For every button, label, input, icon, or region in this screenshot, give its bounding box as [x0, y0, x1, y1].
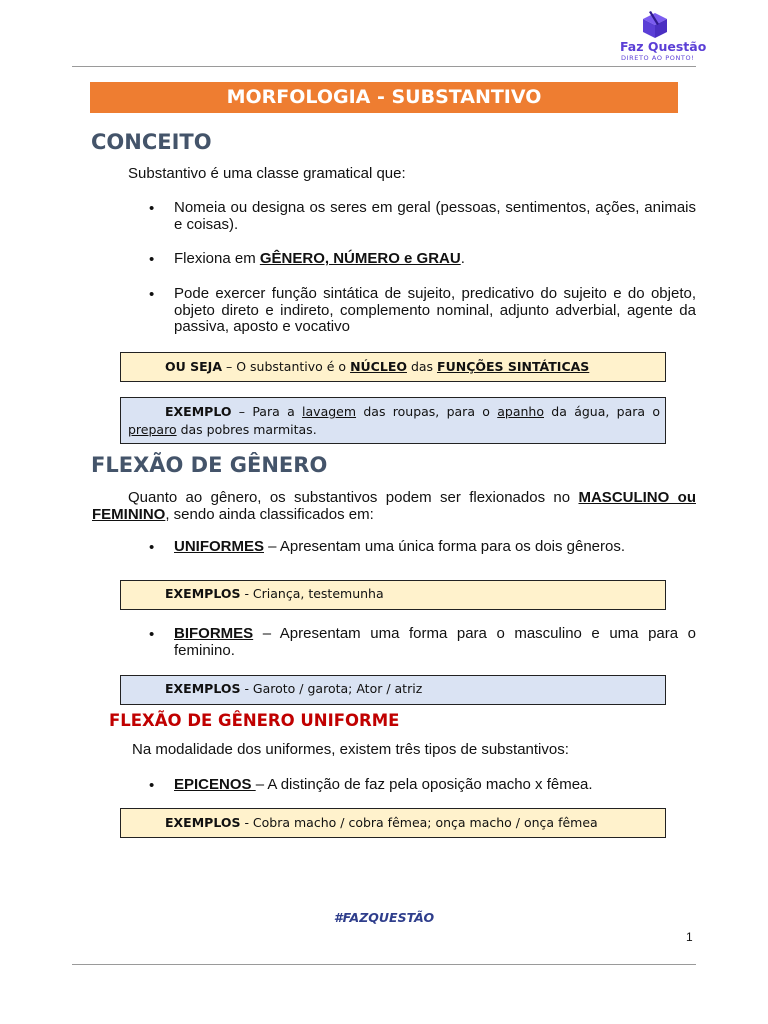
bullet-dot: • — [149, 251, 155, 268]
bullet-dot: • — [149, 626, 155, 643]
footer-hashtag: #FAZQUESTÃO — [333, 910, 435, 925]
ou-seja-box: OU SEJA – O substantivo é o NÚCLEO das FUNÇÕES SINTÁTICAS — [120, 352, 666, 382]
epicenos-examples-box: EXEMPLOS - Cobra macho / cobra fêmea; onça macho / onça fêmea — [120, 808, 666, 838]
heading-genero-uniforme: FLEXÃO DE GÊNERO UNIFORME — [109, 711, 400, 730]
bullet-dot: • — [149, 539, 155, 556]
footer-divider — [72, 964, 696, 965]
conceito-intro: Substantivo é uma classe gramatical que: — [128, 165, 406, 182]
book-pen-icon — [640, 10, 670, 40]
conceito-bullet-3: Pode exercer função sintática de sujeito, predicativo do sujeito e do objeto, objeto direto e indireto, complemento nominal, adjunto adverbial, agente da passiva, aposto e vocativo — [174, 285, 696, 335]
conceito-bullet-2: Flexiona em GÊNERO, NÚMERO e GRAU. — [174, 250, 465, 267]
bullet-dot: • — [149, 286, 155, 303]
header-divider — [72, 66, 696, 67]
faz-questao-logo — [618, 8, 707, 62]
logo-name: Faz Questão — [620, 39, 707, 54]
genero-intro: Quanto ao gênero, os substantivos podem ser flexionados no MASCULINO ou FEMININO, sendo ainda classificados em: — [92, 489, 696, 523]
conceito-bullet-1: Nomeia ou designa os seres em geral (pessoas, sentimentos, ações, animais e coisas). — [174, 199, 696, 233]
biformes-examples-box: EXEMPLOS - Garoto / garota; Ator / atriz — [120, 675, 666, 705]
epicenos-item: EPICENOS – A distinção de faz pela oposição macho x fêmea. — [174, 776, 593, 793]
bullet-dot: • — [149, 777, 155, 794]
heading-conceito: CONCEITO — [91, 130, 212, 154]
exemplo-box: EXEMPLO – Para a lavagem das roupas, para o apanho da água, para o preparo das pobres marmitas. — [120, 397, 666, 444]
page-title: MORFOLOGIA - SUBSTANTIVO — [90, 82, 678, 113]
biformes-item: BIFORMES – Apresentam uma forma para o masculino e uma para o feminino. — [174, 625, 696, 659]
logo-tagline: DIRETO AO PONTO! — [621, 54, 695, 62]
heading-flexao-genero: FLEXÃO DE GÊNERO — [91, 453, 328, 477]
uniformes-examples-box: EXEMPLOS - Criança, testemunha — [120, 580, 666, 610]
uniforme-intro: Na modalidade dos uniformes, existem três tipos de substantivos: — [132, 741, 569, 758]
bullet-dot: • — [149, 200, 155, 217]
page-number: 1 — [686, 930, 693, 944]
uniformes-item: UNIFORMES – Apresentam uma única forma para os dois gêneros. — [174, 538, 626, 555]
flexion-keywords: GÊNERO, NÚMERO e GRAU — [259, 250, 461, 267]
